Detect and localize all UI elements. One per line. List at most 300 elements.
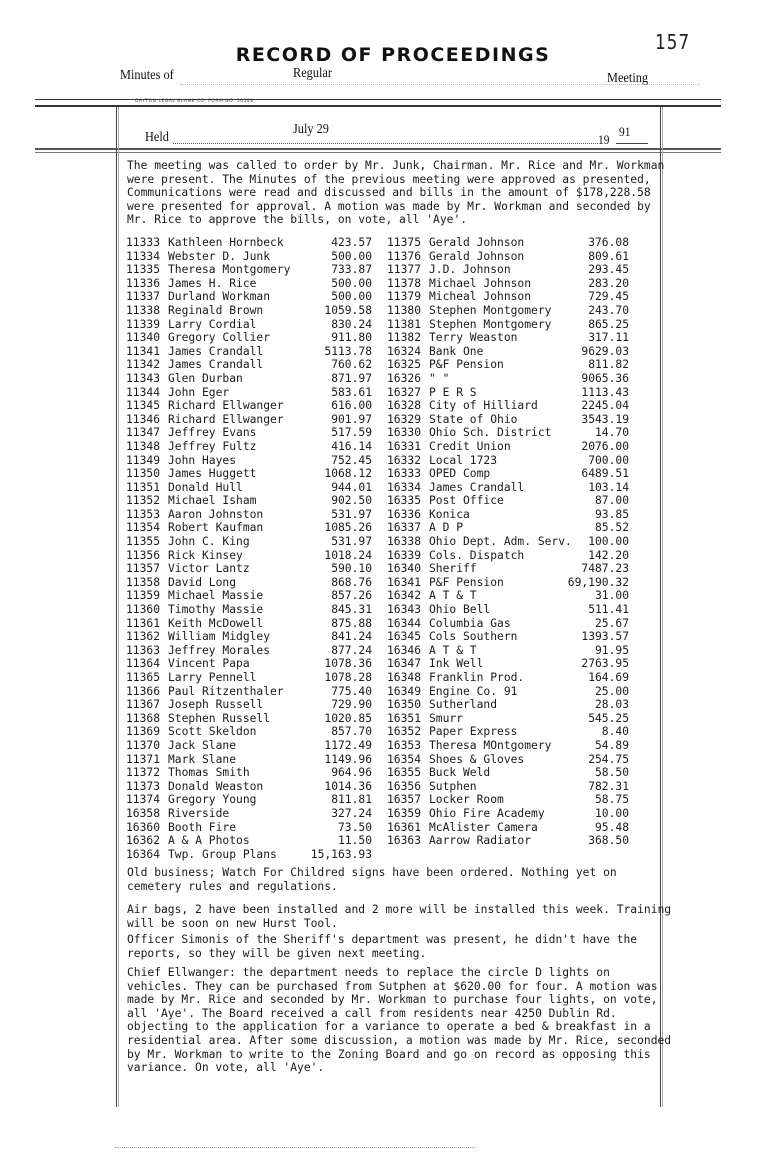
bill-number: 11366: [126, 684, 161, 698]
payee-name: John C. King: [168, 535, 250, 549]
bill-amount: 317.11: [588, 331, 629, 345]
bill-row: [126, 454, 372, 468]
bill-amount: 103.14: [588, 480, 629, 494]
bill-amount: 865.25: [588, 317, 629, 331]
bill-row: [387, 454, 629, 468]
payee-name: Sutherland: [429, 698, 498, 712]
bill-amount: 28.03: [594, 698, 629, 712]
bill-number: 11333: [126, 236, 161, 249]
bottom-rule: [115, 1147, 475, 1148]
bill-row: [126, 576, 372, 590]
payee-name: A & A Photos: [168, 834, 250, 848]
bill-amount: 1018.24: [324, 548, 372, 562]
bill-row: [387, 753, 629, 767]
payee-name: Riverside: [168, 806, 230, 820]
bill-amount: 2076.00: [581, 439, 629, 453]
bill-number: 11334: [126, 249, 161, 263]
bill-amount: 95.48: [594, 820, 629, 834]
payee-name: Donald Weaston: [168, 779, 264, 793]
bill-row: [126, 481, 372, 495]
bill-number: 11342: [126, 358, 161, 372]
bill-amount: 283.20: [588, 276, 629, 290]
bill-number: 16363: [387, 834, 422, 848]
bill-number: 16357: [387, 793, 422, 807]
payee-name: Glen Durban: [168, 371, 243, 385]
payee-name: Jeffrey Fultz: [168, 439, 257, 453]
bill-number: 11379: [387, 290, 422, 304]
bill-row: [126, 834, 372, 848]
bill-amount: 9065.36: [581, 371, 629, 385]
bill-number: 11371: [126, 752, 161, 766]
bill-number: 11382: [387, 331, 422, 345]
payee-name: Robert Kaufman: [168, 521, 264, 535]
bill-amount: 1113.43: [581, 385, 629, 399]
bill-row: [126, 793, 372, 807]
bill-amount: 1059.58: [324, 303, 372, 317]
payee-name: Smurr: [429, 711, 464, 725]
bill-row: [126, 630, 372, 644]
bill-amount: 85.52: [594, 521, 629, 535]
bill-amount: 1149.96: [324, 752, 372, 766]
bill-amount: 100.00: [588, 535, 629, 549]
payee-name: John Eger: [168, 385, 230, 399]
payee-name: Stephen Russell: [168, 711, 271, 725]
payee-name: Booth Fire: [168, 820, 237, 834]
bill-number: 11377: [387, 263, 422, 277]
bill-number: 16350: [387, 698, 422, 712]
bill-number: 11338: [126, 303, 161, 317]
bill-number: 11340: [126, 331, 161, 345]
bill-number: 11369: [126, 725, 161, 739]
bill-number: 11365: [126, 671, 161, 684]
payee-name: Sheriff: [429, 562, 477, 576]
payee-name: Theresa MOntgomery: [429, 738, 552, 752]
bill-number: 16327: [387, 385, 422, 399]
bill-row: [387, 644, 629, 658]
bill-number: 16353: [387, 738, 422, 752]
bill-number: 16325: [387, 358, 422, 372]
bill-number: 16347: [387, 657, 422, 671]
payee-name: Ink Well: [429, 657, 484, 671]
payee-name: James Crandall: [429, 480, 525, 494]
bill-amount: 8.40: [601, 725, 629, 739]
bill-row: [387, 617, 629, 631]
payee-name: Richard Ellwanger: [168, 412, 284, 426]
bill-number: 16333: [387, 467, 422, 481]
bill-row: [126, 467, 372, 481]
bill-row: [387, 821, 629, 835]
bill-amount: 809.61: [588, 249, 629, 263]
payee-name: Credit Union: [429, 439, 511, 453]
meeting-label: Meeting: [607, 71, 649, 86]
bill-number: 16358: [126, 806, 161, 820]
bill-amount: 1068.12: [324, 467, 372, 481]
payee-name: Bank One: [429, 344, 484, 358]
bill-amount: 500.00: [331, 290, 372, 304]
payee-name: Cols. Dispatch: [429, 548, 525, 562]
bill-row: [387, 630, 629, 644]
bill-number: 11335: [126, 263, 161, 277]
bills-right-column: [387, 236, 629, 848]
bill-number: 16354: [387, 752, 422, 766]
old-business-paragraph: Old business; Watch For Childred signs have been ordered. Nothing yet on cemetery rules and regulations.: [127, 866, 617, 893]
bill-amount: 9629.03: [581, 344, 629, 358]
bill-amount: 902.50: [331, 494, 372, 508]
bill-number: 11354: [126, 521, 161, 535]
air-bags-paragraph: Air bags, 2 have been installed and 2 more will be installed this week. Training will be soon on new Hurst Tool.: [127, 903, 672, 930]
bill-number: 16360: [126, 820, 161, 834]
form-notice: DAYTON LEGAL BLANK CO. FORM NO. 10148: [135, 99, 254, 104]
payee-name: Aaron Johnston: [168, 507, 264, 521]
payee-name: McAlister Camera: [429, 820, 538, 834]
bill-amount: 511.41: [588, 603, 629, 617]
left-margin-rule-inner: [118, 107, 119, 1107]
bill-amount: 901.97: [331, 412, 372, 426]
bill-row: [387, 766, 629, 780]
bill-row: [126, 521, 372, 535]
bill-row: [126, 780, 372, 794]
bill-row: [126, 657, 372, 671]
bill-amount: 87.00: [594, 494, 629, 508]
bill-row: [126, 725, 372, 739]
bill-amount: 752.45: [331, 453, 372, 467]
bill-amount: 944.01: [331, 480, 372, 494]
bill-number: 16339: [387, 548, 422, 562]
payee-name: Gerald Johnson: [429, 236, 525, 249]
year-underline: [616, 143, 648, 144]
payee-name: P&F Pension: [429, 575, 504, 589]
payee-name: Michael Massie: [168, 589, 264, 603]
bill-row: [126, 766, 372, 780]
bill-row: [387, 440, 629, 454]
bill-row: [387, 807, 629, 821]
bill-number: 16361: [387, 820, 422, 834]
bill-number: 16356: [387, 779, 422, 793]
payee-name: Theresa Montgomery: [168, 263, 291, 277]
bill-number: 11336: [126, 276, 161, 290]
bill-amount: 3543.19: [581, 412, 629, 426]
bill-amount: 2763.95: [581, 657, 629, 671]
bill-number: 11359: [126, 589, 161, 603]
bill-amount: 729.90: [331, 698, 372, 712]
bill-row: [387, 698, 629, 712]
bill-number: 16346: [387, 643, 422, 657]
bill-number: 11339: [126, 317, 161, 331]
bill-number: 16348: [387, 671, 422, 684]
bill-row: [126, 508, 372, 522]
bill-amount: 5113.78: [324, 344, 372, 358]
bill-row: [126, 494, 372, 508]
bill-row: [126, 807, 372, 821]
bill-amount: 14.70: [594, 426, 629, 440]
bill-number: 11364: [126, 657, 161, 671]
top-rule-2: [35, 105, 721, 107]
bill-amount: 877.24: [331, 643, 372, 657]
payee-name: Aarrow Radiator: [429, 834, 532, 848]
bill-number: 11343: [126, 371, 161, 385]
payee-name: Jeffrey Morales: [168, 643, 271, 657]
bill-amount: 58.75: [594, 793, 629, 807]
page-title: [0, 44, 768, 66]
minutes-of-label: Minutes of: [120, 68, 174, 83]
bill-number: 11346: [126, 412, 161, 426]
payee-name: Victor Lantz: [168, 562, 250, 576]
left-margin-rule: [116, 107, 117, 1107]
bill-row: [387, 739, 629, 753]
bill-row: [126, 848, 372, 862]
payee-name: Thomas Smith: [168, 766, 250, 780]
officer-paragraph: Officer Simonis of the Sheriff's department was present, he didn't have the reports, so they will be given next meeting.: [127, 933, 638, 960]
payee-name: Durland Workman: [168, 290, 271, 304]
bill-amount: 368.50: [588, 834, 629, 848]
bill-row: [126, 535, 372, 549]
payee-name: Scott Skeldon: [168, 725, 257, 739]
payee-name: Gregory Collier: [168, 331, 271, 345]
bill-row: [387, 372, 629, 386]
payee-name: OPED Comp: [429, 467, 491, 481]
bill-number: 16351: [387, 711, 422, 725]
bill-amount: 590.10: [331, 562, 372, 576]
bill-number: 11378: [387, 276, 422, 290]
bill-number: 11363: [126, 643, 161, 657]
bill-amount: 775.40: [331, 684, 372, 698]
bill-number: 16331: [387, 439, 422, 453]
bill-number: 16343: [387, 603, 422, 617]
bill-row: [387, 834, 629, 848]
bill-amount: 964.96: [331, 766, 372, 780]
bill-number: 11373: [126, 779, 161, 793]
held-underline: [173, 143, 598, 144]
bill-amount: 875.88: [331, 616, 372, 630]
bill-amount: 729.45: [588, 290, 629, 304]
payee-name: Engine Co. 91: [429, 684, 518, 698]
bill-amount: 10.00: [594, 806, 629, 820]
bill-row: [126, 290, 372, 304]
payee-name: City of Hilliard: [429, 399, 538, 413]
bill-row: [387, 413, 629, 427]
bill-row: [387, 508, 629, 522]
bill-number: 16329: [387, 412, 422, 426]
bill-row: [387, 685, 629, 699]
payee-name: " ": [429, 371, 450, 385]
bill-amount: 7487.23: [581, 562, 629, 576]
opening-paragraph: The meeting was called to order by Mr. Junk, Chairman. Mr. Rice and Mr. Workman were present. The Minutes of the previous meeting were approved as presented, Communications were read and discussed and bills in the amount of $178,228.58 were presented for approval. A motion was made by Mr. Workman and seconded by Mr. Rice to approve the bills, on vote, all 'Aye'.: [127, 159, 665, 227]
bill-number: 11367: [126, 698, 161, 712]
payee-name: Joseph Russell: [168, 698, 264, 712]
bill-number: 16324: [387, 344, 422, 358]
bill-amount: 531.97: [331, 507, 372, 521]
bill-row: [126, 603, 372, 617]
bill-amount: 58.50: [594, 766, 629, 780]
bill-row: [126, 440, 372, 454]
bill-row: [126, 821, 372, 835]
bill-row: [387, 494, 629, 508]
payee-name: Larry Cordial: [168, 317, 257, 331]
payee-name: Paper Express: [429, 725, 518, 739]
payee-name: A D P: [429, 521, 464, 535]
bill-number: 11341: [126, 344, 161, 358]
payee-name: Columbia Gas: [429, 616, 511, 630]
bill-amount: 500.00: [331, 249, 372, 263]
meeting-type-underline: [180, 84, 700, 85]
bill-number: 16337: [387, 521, 422, 535]
bill-row: [126, 712, 372, 726]
bill-number: 16349: [387, 684, 422, 698]
bill-number: 16330: [387, 426, 422, 440]
bill-amount: 871.97: [331, 371, 372, 385]
payee-name: James Crandall: [168, 358, 264, 372]
bill-number: 11370: [126, 738, 161, 752]
bill-amount: 1078.28: [324, 671, 372, 684]
payee-name: A T & T: [429, 643, 477, 657]
bill-amount: 841.24: [331, 630, 372, 644]
bill-number: 16332: [387, 453, 422, 467]
payee-name: State of Ohio: [429, 412, 518, 426]
bill-row: [387, 671, 629, 685]
bill-number: 16345: [387, 630, 422, 644]
bill-amount: 700.00: [588, 453, 629, 467]
payee-name: Richard Ellwanger: [168, 399, 284, 413]
bill-amount: 1085.26: [324, 521, 372, 535]
bill-amount: 1393.57: [581, 630, 629, 644]
bill-row: [387, 250, 629, 264]
bill-number: 11347: [126, 426, 161, 440]
payee-name: Vincent Papa: [168, 657, 250, 671]
bill-row: [126, 698, 372, 712]
payee-name: John Hayes: [168, 453, 237, 467]
bill-row: [126, 236, 372, 250]
bill-row: [387, 277, 629, 291]
bill-row: [126, 318, 372, 332]
bill-row: [387, 793, 629, 807]
bill-row: [387, 603, 629, 617]
bill-row: [126, 562, 372, 576]
bill-amount: 91.95: [594, 643, 629, 657]
bill-number: 11362: [126, 630, 161, 644]
bill-amount: 423.57: [331, 236, 372, 249]
payee-name: Locker Room: [429, 793, 504, 807]
bill-row: [126, 589, 372, 603]
bill-amount: 857.26: [331, 589, 372, 603]
bill-amount: 782.31: [588, 779, 629, 793]
bill-row: [387, 263, 629, 277]
bill-row: [387, 712, 629, 726]
bill-number: 11361: [126, 616, 161, 630]
bill-row: [126, 345, 372, 359]
bill-amount: 760.62: [331, 358, 372, 372]
year-prefix: 19: [598, 132, 610, 147]
bill-amount: 6489.51: [581, 467, 629, 481]
bill-amount: 142.20: [588, 548, 629, 562]
bill-row: [387, 290, 629, 304]
held-rule-2: [35, 152, 721, 153]
bill-number: 16352: [387, 725, 422, 739]
bill-amount: 911.80: [331, 331, 372, 345]
bill-number: 11349: [126, 453, 161, 467]
bill-row: [126, 644, 372, 658]
bill-number: 16340: [387, 562, 422, 576]
payee-name: Larry Pennell: [168, 671, 257, 684]
bill-number: 11356: [126, 548, 161, 562]
bill-amount: 845.31: [331, 603, 372, 617]
bill-number: 11374: [126, 793, 161, 807]
bill-row: [387, 345, 629, 359]
title-text: RECORD OF PROCEEDINGS: [235, 44, 551, 66]
bill-row: [387, 780, 629, 794]
payee-name: David Long: [168, 575, 237, 589]
bill-row: [387, 399, 629, 413]
meeting-type: Regular: [293, 66, 333, 81]
bill-number: 11381: [387, 317, 422, 331]
bill-number: 11368: [126, 711, 161, 725]
bill-row: [387, 725, 629, 739]
bill-number: 16344: [387, 616, 422, 630]
payee-name: Gregory Young: [168, 793, 257, 807]
bill-amount: 243.70: [588, 303, 629, 317]
bill-number: 16342: [387, 589, 422, 603]
payee-name: Ohio Fire Academy: [429, 806, 545, 820]
held-label: Held: [145, 130, 169, 145]
bill-number: 11353: [126, 507, 161, 521]
bill-amount: 54.89: [594, 738, 629, 752]
bill-amount: 811.82: [588, 358, 629, 372]
payee-name: Jeffrey Evans: [168, 426, 257, 440]
held-rule-1: [35, 148, 721, 150]
payee-name: P&F Pension: [429, 358, 504, 372]
bill-number: 16341: [387, 575, 422, 589]
payee-name: Michael Johnson: [429, 276, 532, 290]
payee-name: A T & T: [429, 589, 477, 603]
bill-row: [387, 576, 629, 590]
payee-name: Local 1723: [429, 453, 498, 467]
bill-row: [387, 589, 629, 603]
bill-row: [126, 413, 372, 427]
year-suffix: 91: [619, 124, 631, 139]
bill-row: [387, 657, 629, 671]
bill-row: [126, 685, 372, 699]
payee-name: Webster D. Junk: [168, 249, 271, 263]
bill-number: 16362: [126, 834, 161, 848]
bill-row: [387, 426, 629, 440]
bill-amount: 868.76: [331, 575, 372, 589]
bill-row: [387, 386, 629, 400]
bill-number: 16336: [387, 507, 422, 521]
bill-amount: 517.59: [331, 426, 372, 440]
payee-name: Stephen Montgomery: [429, 317, 552, 331]
bill-row: [126, 671, 372, 685]
bill-number: 16334: [387, 480, 422, 494]
payee-name: Kathleen Hornbeck: [168, 236, 284, 249]
payee-name: Twp. Group Plans: [168, 847, 277, 861]
bill-row: [126, 753, 372, 767]
bill-row: [387, 549, 629, 563]
bill-amount: 2245.04: [581, 399, 629, 413]
payee-name: Ohio Bell: [429, 603, 491, 617]
bill-number: 16359: [387, 806, 422, 820]
bill-amount: 93.85: [594, 507, 629, 521]
payee-name: Sutphen: [429, 779, 477, 793]
bill-amount: 15,163.93: [310, 847, 372, 861]
bill-row: [126, 358, 372, 372]
bill-row: [126, 250, 372, 264]
payee-name: Rick Kinsey: [168, 548, 243, 562]
chief-paragraph: Chief Ellwanger: the department needs to replace the circle D lights on vehicles. They can be purchased from Sutphen at $620.00 for four. A motion was made by Mr. Rice and seconded by Mr. Workman to purchase four lights, on vote, all 'Aye'. The Board received a call from residents near 4250 Dublin Rd. objecting to the application for a variance to operate a bed & breakfast in a residential area. After some discussion, a motion was made by Mr. Rice, seconded by Mr. Workman to write to the Zoning Board and go on record as opposing this variance. On vote, all 'Aye'.: [127, 966, 672, 1075]
bill-row: [387, 562, 629, 576]
payee-name: Micheal Johnson: [429, 290, 532, 304]
bill-number: 11357: [126, 562, 161, 576]
bill-amount: 254.75: [588, 752, 629, 766]
bill-row: [387, 318, 629, 332]
